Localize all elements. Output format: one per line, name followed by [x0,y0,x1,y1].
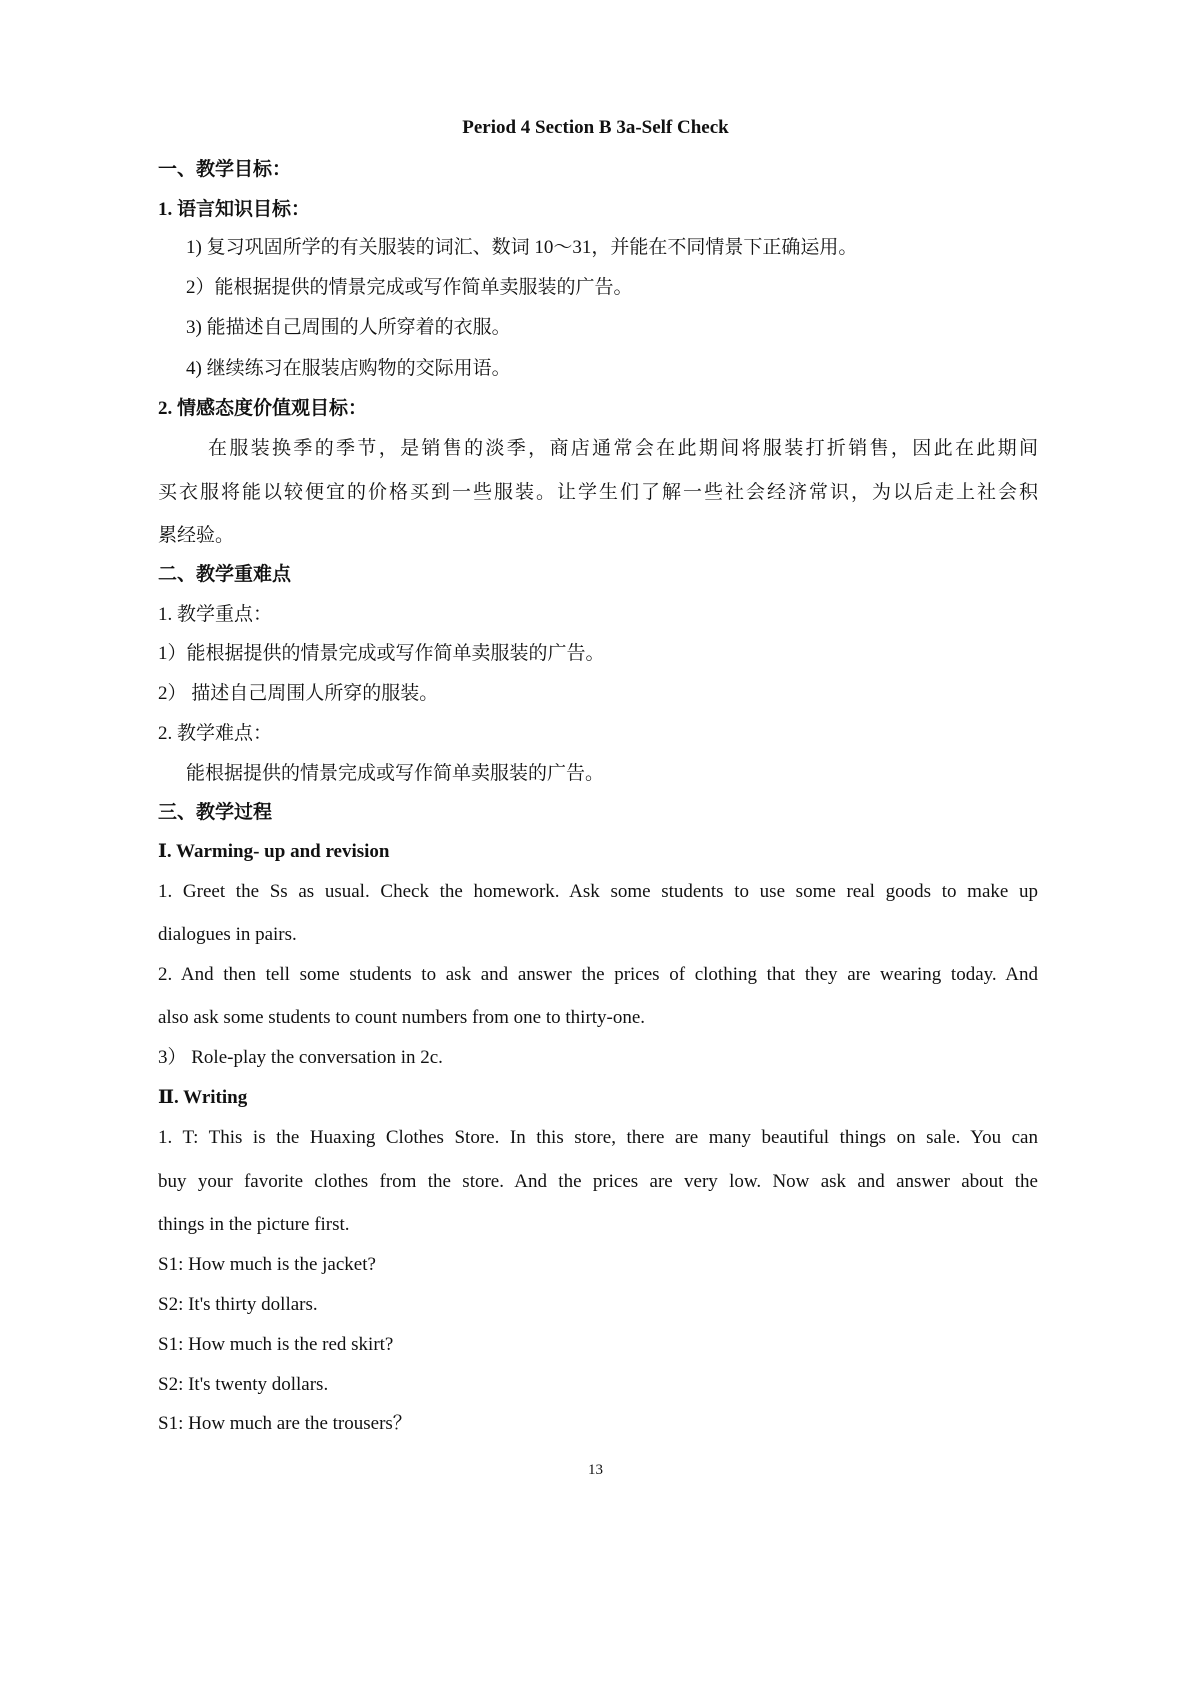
dialogue-line: S2: It's twenty dollars. [158,1374,329,1395]
dialogue-line: S1: How much is the jacket? [158,1254,376,1275]
list-item: 4) 继续练习在服装店购物的交际用语。 [186,358,511,379]
part-heading-writing: Ⅱ. Writing [158,1087,248,1108]
dialogue-line: S1: How much is the red skirt? [158,1334,394,1355]
list-item: 3) 能描述自己周围的人所穿着的衣服。 [186,317,511,338]
paragraph-line: 买衣服将能以较便宜的价格买到一些服装。让学生们了解一些社会经济常识，为以后走上社会积 [158,482,1038,503]
paragraph-line: 1. Greet the Ss as usual. Check the homework. Ask some students to use some real goods to make up [158,881,1038,902]
subheading-key-points: 1. 教学重点： [158,604,273,625]
list-item: 1) 复习巩固所学的有关服装的词汇、数词 10～31，并能在不同情景下正确运用。 [186,237,858,258]
list-item: 1）能根据提供的情景完成或写作简单卖服装的广告。 [158,643,605,664]
paragraph-line: also ask some students to count numbers from one to thirty-one. [158,1007,646,1028]
page-number: 13 [588,1462,603,1478]
paragraph-line: 累经验。 [158,525,235,546]
section-heading-objectives: 一、教学目标： [158,159,292,180]
paragraph-line: 2. And then tell some students to ask and answer the prices of clothing that they are wearing today. And [158,964,1038,985]
subheading-difficulties: 2. 教学难点： [158,723,273,744]
dialogue-line: S2: It's thirty dollars. [158,1294,318,1315]
list-item: 2）能根据提供的情景完成或写作简单卖服装的广告。 [186,277,633,298]
paragraph-line: things in the picture first. [158,1214,350,1235]
paragraph-line: 3） Role-play the conversation in 2c. [158,1047,443,1068]
subheading-attitude-goals: 2. 情感态度价值观目标： [158,398,368,419]
subheading-language-goals: 1. 语言知识目标： [158,199,311,220]
list-item: 能根据提供的情景完成或写作简单卖服装的广告。 [186,763,605,784]
paragraph-line: 1. T: This is the Huaxing Clothes Store. In this store, there are many beautiful things on sale. You can [158,1127,1038,1148]
document-title: Period 4 Section B 3a-Self Check [462,117,729,138]
paragraph-line: dialogues in pairs. [158,924,297,945]
dialogue-line: S1: How much are the trousers？ [158,1413,412,1434]
section-heading-process: 三、教学过程 [158,802,273,823]
list-item: 2） 描述自己周围人所穿的服装。 [158,683,439,704]
part-heading-warming-up: Ⅰ. Warming- up and revision [158,841,390,862]
paragraph-line: buy your favorite clothes from the store. And the prices are very low. Now ask and answer about the [158,1171,1038,1192]
section-heading-key-points: 二、教学重难点 [158,564,292,585]
paragraph-line: 在服装换季的季节，是销售的淡季，商店通常会在此期间将服装打折销售，因此在此期间 [208,438,1038,459]
